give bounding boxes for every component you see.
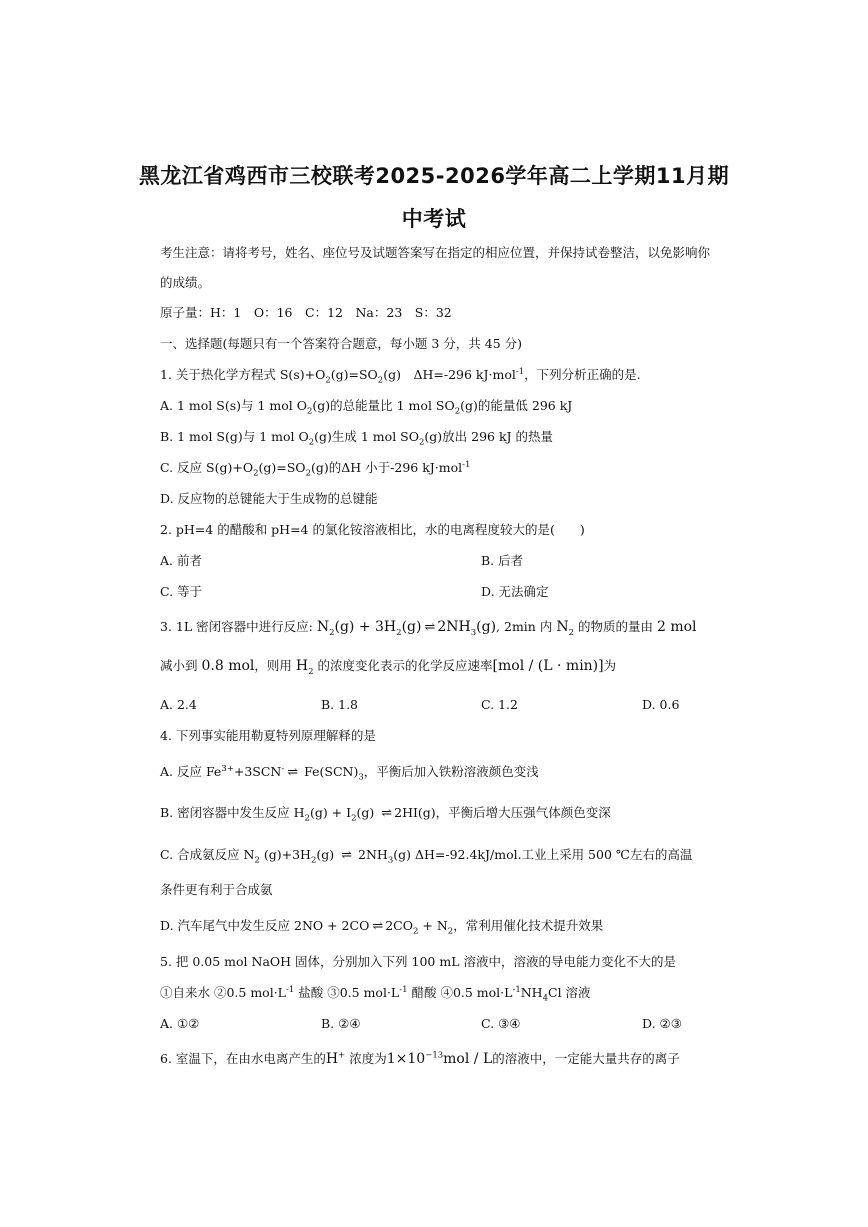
equilibrium-arrow-icon: ⇌ bbox=[381, 806, 392, 821]
q3-option-c: C. 1.2 bbox=[481, 697, 518, 712]
q5-option-b: B. ②④ bbox=[321, 1016, 361, 1031]
q2-option-b: B. 后者 bbox=[481, 553, 524, 568]
exam-title-line1: 黑龙江省鸡西市三校联考2025-2026学年高二上学期11月期 bbox=[138, 164, 730, 188]
q3-stem-line1: 3. 1L 密闭容器中进行反应: $N_2(g) + 3H_2(g)$ ⇌ $2NH_3(g)$, 2min 内 $N_2$ 的物质的量由 2 mol bbox=[160, 619, 697, 638]
equilibrium-arrow-icon: ⇌ bbox=[372, 919, 383, 934]
q4-option-c-line1: C. 合成氨反应 $N_2$ $(g)+3H_2(g)$ ⇌ $2NH_3(g)$ ΔH=-92.4kJ/mol.工业上采用 500 ℃左右的高温 bbox=[160, 847, 693, 866]
q3-stem-line2: 减小到 0.8 mol，则用 $H_2$ 的浓度变化表示的化学反应速率[mol / (L · min)]为 bbox=[160, 658, 617, 677]
equilibrium-arrow-icon: ⇌ bbox=[287, 765, 298, 780]
q5-option-c: C. ③④ bbox=[481, 1016, 521, 1031]
q5-items: ①自来水 ②0.5 $mol\cdot L^{-1}$ 盐酸 ③0.5 $mol\cdot L^{-1}$ 醋酸 ④0.5 $mol\cdot L^{-1}NH_4Cl$ 溶液 bbox=[160, 984, 591, 1004]
q1-option-b: B. 1 mol S(g)与 1 mol $O_2(g)$生成 1 mol $SO_2(g)$放出 296 kJ 的热量 bbox=[160, 429, 554, 448]
q4-option-a: A. 反应 $Fe^{3+}+3SCN^-$ ⇌ $Fe(SCN)_3$，平衡后加入铁粉溶液颜色变浅 bbox=[160, 763, 539, 783]
q3-option-a: A. 2.4 bbox=[160, 697, 197, 712]
q4-option-d: D. 汽车尾气中发生反应 2NO + 2CO ⇌ $2CO_2 + N_2$，常利用催化技术提升效果 bbox=[160, 918, 604, 937]
q1-option-a: A. 1 mol S(s)与 1 mol $O_2(g)$的总能量比 1 mol $SO_2(g)$的能量低 296 kJ bbox=[160, 398, 573, 417]
section-heading: 一、选择题(每题只有一个答案符合题意，每小题 3 分，共 45 分) bbox=[160, 336, 523, 351]
candidate-notice: 考生注意：请将考号，姓名、座位号及试题答案写在指定的相应位置，并保持试卷整洁，以免影响你的成绩。 bbox=[160, 245, 711, 290]
q4-stem: 4. 下列事实能用勒夏特列原理解释的是 bbox=[160, 728, 376, 743]
atomic-mass-line: 原子量：H：1 O：16 C：12 Na：23 S：32 bbox=[160, 305, 452, 320]
q2-stem: 2. pH=4 的醋酸和 pH=4 的氯化铵溶液相比，水的电离程度较大的是( ) bbox=[160, 522, 585, 537]
q1-option-c: C. 反应 $S(g)+O_2(g)=SO_2(g)$的ΔH 小于-296 kJ·mol$^{-1}$ bbox=[160, 459, 471, 479]
q2-option-c: C. 等于 bbox=[160, 584, 203, 599]
q1-stem: 1. 关于热化学方程式 $S(s)+O_2(g)=SO_2(g)$ ΔH=-296 kJ·mol$^{-1}$，下列分析正确的是. bbox=[160, 366, 641, 386]
q1-option-d: D. 反应物的总键能大于生成物的总键能 bbox=[160, 491, 378, 506]
q3-equation: $N_2(g) + 3H_2(g)$ ⇌ $2NH_3(g)$ bbox=[316, 619, 497, 638]
equilibrium-arrow-icon: ⇌ bbox=[341, 848, 352, 863]
q5-option-a: A. ①② bbox=[160, 1016, 200, 1031]
q3-option-b: B. 1.8 bbox=[321, 697, 359, 712]
q3-option-d: D. 0.6 bbox=[642, 697, 680, 712]
q5-option-d: D. ②③ bbox=[642, 1016, 682, 1031]
q4-option-c-line2: 条件更有利于合成氨 bbox=[160, 882, 273, 897]
q6-stem: 6. 室温下，在由水电离产生的H+ 浓度为$1\times 10^{-13}mol / L$的溶液中，一定能大量共存的离子 bbox=[160, 1050, 680, 1067]
q2-option-a: A. 前者 bbox=[160, 553, 202, 568]
exam-title-line2: 中考试 bbox=[401, 207, 467, 231]
q5-stem: 5. 把 0.05 mol NaOH 固体，分别加入下列 100 mL 溶液中，溶液的导电能力变化不大的是 bbox=[160, 954, 676, 969]
q2-option-d: D. 无法确定 bbox=[481, 584, 549, 599]
equilibrium-arrow-icon: ⇌ bbox=[424, 620, 435, 635]
q4-option-b: B. 密闭容器中发生反应 $H_2(g) + I_2(g)$ ⇌ 2HI(g)，平衡后增大压强气体颜色变深 bbox=[160, 805, 611, 824]
